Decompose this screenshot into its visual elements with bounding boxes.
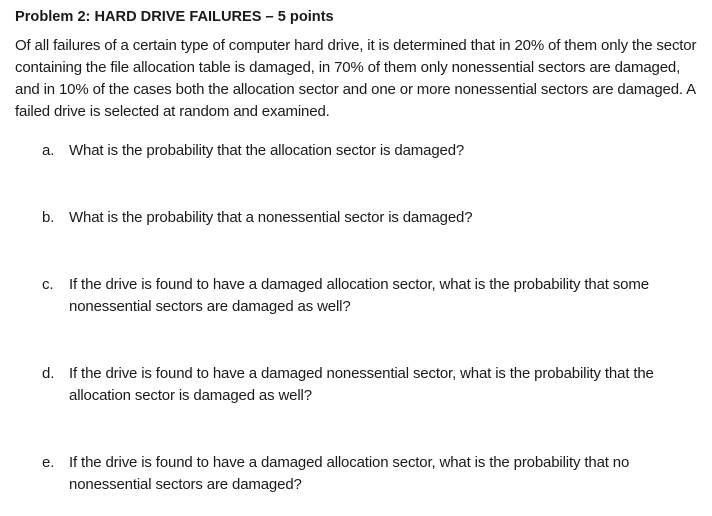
question-b: [15, 207, 705, 229]
question-letter: d.: [42, 365, 55, 382]
question-text: If the drive is found to have a damaged allocation sector, what is the probability that some nonessential sectors are damaged as well?: [69, 276, 649, 315]
problem-title: Problem 2: HARD DRIVE FAILURES – 5 points: [15, 9, 334, 25]
question-d: [15, 363, 705, 407]
question-letter: e.: [42, 454, 55, 471]
question-c: [15, 274, 705, 318]
question-e: [15, 452, 705, 496]
question-text: If the drive is found to have a damaged nonessential sector, what is the probability that the allocation sector is damaged as well?: [69, 365, 654, 404]
question-letter: a.: [42, 142, 55, 159]
question-text: What is the probability that a nonessential sector is damaged?: [69, 209, 473, 226]
question-letter: b.: [42, 209, 55, 226]
question-letter: c.: [42, 276, 54, 293]
question-text: What is the probability that the allocation sector is damaged?: [69, 142, 465, 159]
document-page: [15, 6, 705, 493]
problem-intro: Of all failures of a certain type of computer hard drive, it is determined that in 20% of them only the sector containing the file allocation table is damaged, in 70% of them only nonessential sectors are damaged, and in 10% of the cases both the allocation sector and one or more nonessential sectors are damaged. A failed drive is selected at random and examined.: [15, 37, 697, 120]
question-text: If the drive is found to have a damaged allocation sector, what is the probability that no nonessential sectors are damaged?: [69, 454, 630, 493]
question-a: [15, 140, 705, 162]
